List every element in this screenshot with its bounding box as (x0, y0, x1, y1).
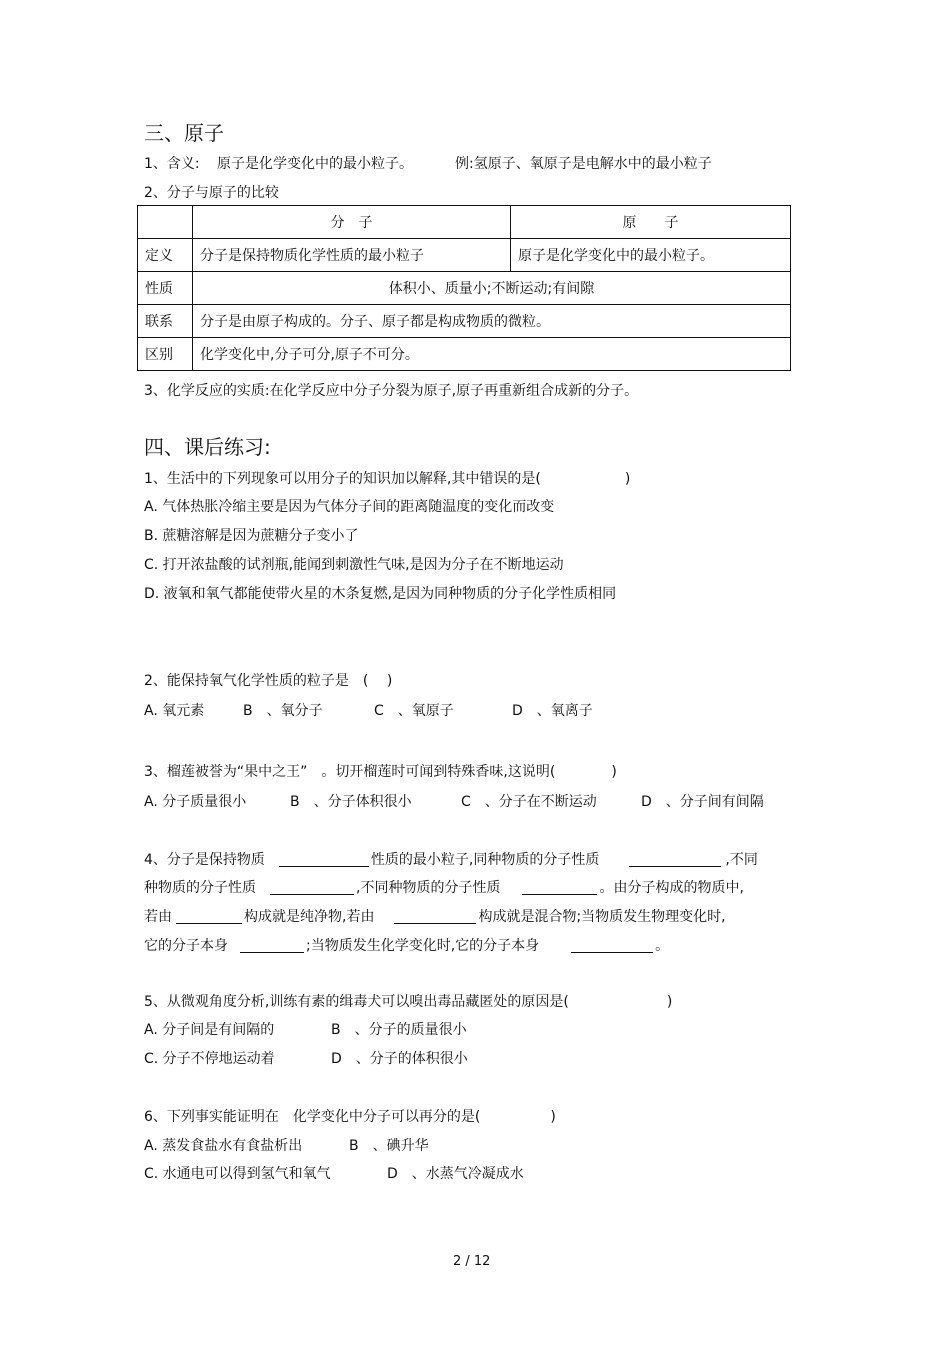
question-3-option-b: B 、分子体积很小 (290, 794, 412, 810)
definition-text: 原子是化学变化中的最小粒子。 (217, 156, 413, 172)
table-row-property (138, 272, 791, 305)
question-4-line-2: 种物质的分子性质 ,不同种物质的分子性质 。由分子构成的物质中, (144, 880, 744, 896)
definition-label: 1、含义: (144, 156, 200, 172)
row-label: 定义 (138, 239, 193, 272)
answer-blank[interactable] (279, 852, 369, 867)
question-1-stem: 1、生活中的下列现象可以用分子的知识加以解释,其中错误的是( ) (144, 471, 631, 487)
question-5-option-d: D 、分子的体积很小 (331, 1051, 468, 1067)
question-6-option-d: D 、水蒸气冷凝成水 (387, 1166, 524, 1182)
question-5-option-c: C. 分子不停地运动着 (144, 1051, 275, 1067)
row-label: 性质 (138, 272, 193, 305)
answer-blank[interactable] (394, 909, 476, 924)
section-title-exercises: 四、课后练习: (144, 435, 271, 459)
row-label: 联系 (138, 305, 193, 338)
question-1-option-a: A. 气体热胀冷缩主要是因为气体分子间的距离随温度的变化而改变 (144, 499, 555, 515)
cell-property-merged: 体积小、质量小;不断运动;有间隙 (193, 272, 791, 305)
question-1-option-d: D. 液氧和氧气都能使带火星的木条复燃,是因为同种物质的分子化学性质相同 (144, 586, 617, 602)
question-5-option-b: B 、分子的质量很小 (331, 1022, 467, 1038)
cell-molecule-definition: 分子是保持物质化学性质的最小粒子 (193, 239, 511, 272)
question-5-option-a: A. 分子间是有间隔的 (144, 1022, 275, 1038)
question-5-stem: 5、从微观角度分析,训练有素的缉毒犬可以嗅出毒品藏匿处的原因是( ) (144, 994, 673, 1010)
question-2-option-c: C 、氧原子 (374, 703, 454, 719)
question-4-line-1: 4、分子是保持物质 性质的最小粒子,同种物质的分子性质 ,不同 (144, 852, 758, 868)
question-3-option-c: C 、分子在不断运动 (461, 794, 597, 810)
table-row-difference (138, 338, 791, 371)
answer-blank[interactable] (176, 909, 242, 924)
comparison-table (137, 205, 791, 371)
page-number: 2 / 12 (453, 1254, 491, 1269)
cell-difference: 化学变化中,分子可分,原子不可分。 (193, 338, 791, 371)
question-2-option-d: D 、氧离子 (512, 703, 593, 719)
question-3-option-a: A. 分子质量很小 (144, 794, 247, 810)
question-4-line-3: 若由 构成就是纯净物,若由 构成就是混合物;当物质发生物理变化时, (144, 909, 726, 925)
table-header-molecule: 分 子 (193, 206, 511, 239)
table-header-empty (138, 206, 193, 239)
answer-blank[interactable] (629, 852, 721, 867)
question-2-option-a: A. 氧元素 (144, 703, 205, 719)
row-label: 区别 (138, 338, 193, 371)
question-6-option-a: A. 蒸发食盐水有食盐析出 (144, 1138, 303, 1154)
question-4-line-4: 它的分子本身 ;当物质发生化学变化时,它的分子本身 。 (144, 938, 670, 954)
question-6-stem: 6、下列事实能证明在 化学变化中分子可以再分的是( ) (144, 1109, 556, 1125)
comparison-heading: 2、分子与原子的比较 (144, 185, 279, 201)
question-1-option-b: B. 蔗糖溶解是因为蔗糖分子变小了 (144, 528, 359, 544)
table-header-atom: 原 子 (511, 206, 791, 239)
question-2-option-b: B 、氧分子 (243, 703, 323, 719)
question-6-option-c: C. 水通电可以得到氢气和氧气 (144, 1166, 331, 1182)
section-title-atom: 三、原子 (144, 121, 224, 145)
table-row-relation (138, 305, 791, 338)
question-3-option-d: D 、分子间有间隔 (641, 794, 764, 810)
answer-blank[interactable] (240, 938, 304, 953)
answer-blank[interactable] (571, 938, 653, 953)
question-3-stem: 3、榴莲被誉为“果中之王” 。切开榴莲时可闻到特殊香味,这说明( ) (144, 764, 617, 780)
cell-atom-definition: 原子是化学变化中的最小粒子。 (511, 239, 791, 272)
table-row-definition (138, 239, 791, 272)
definition-example: 例:氢原子、氧原子是电解水中的最小粒子 (455, 156, 712, 172)
table-header-row (138, 206, 791, 239)
answer-blank[interactable] (522, 880, 597, 895)
question-2-stem: 2、能保持氧气化学性质的粒子是 ( ) (144, 673, 393, 689)
cell-relation: 分子是由原子构成的。分子、原子都是构成物质的微粒。 (193, 305, 791, 338)
answer-blank[interactable] (270, 880, 354, 895)
question-6-option-b: B 、碘升华 (349, 1138, 429, 1154)
question-1-option-c: C. 打开浓盐酸的试剂瓶,能闻到刺激性气味,是因为分子在不断地运动 (144, 557, 564, 573)
reaction-essence: 3、化学反应的实质:在化学反应中分子分裂为原子,原子再重新组合成新的分子。 (144, 383, 639, 399)
